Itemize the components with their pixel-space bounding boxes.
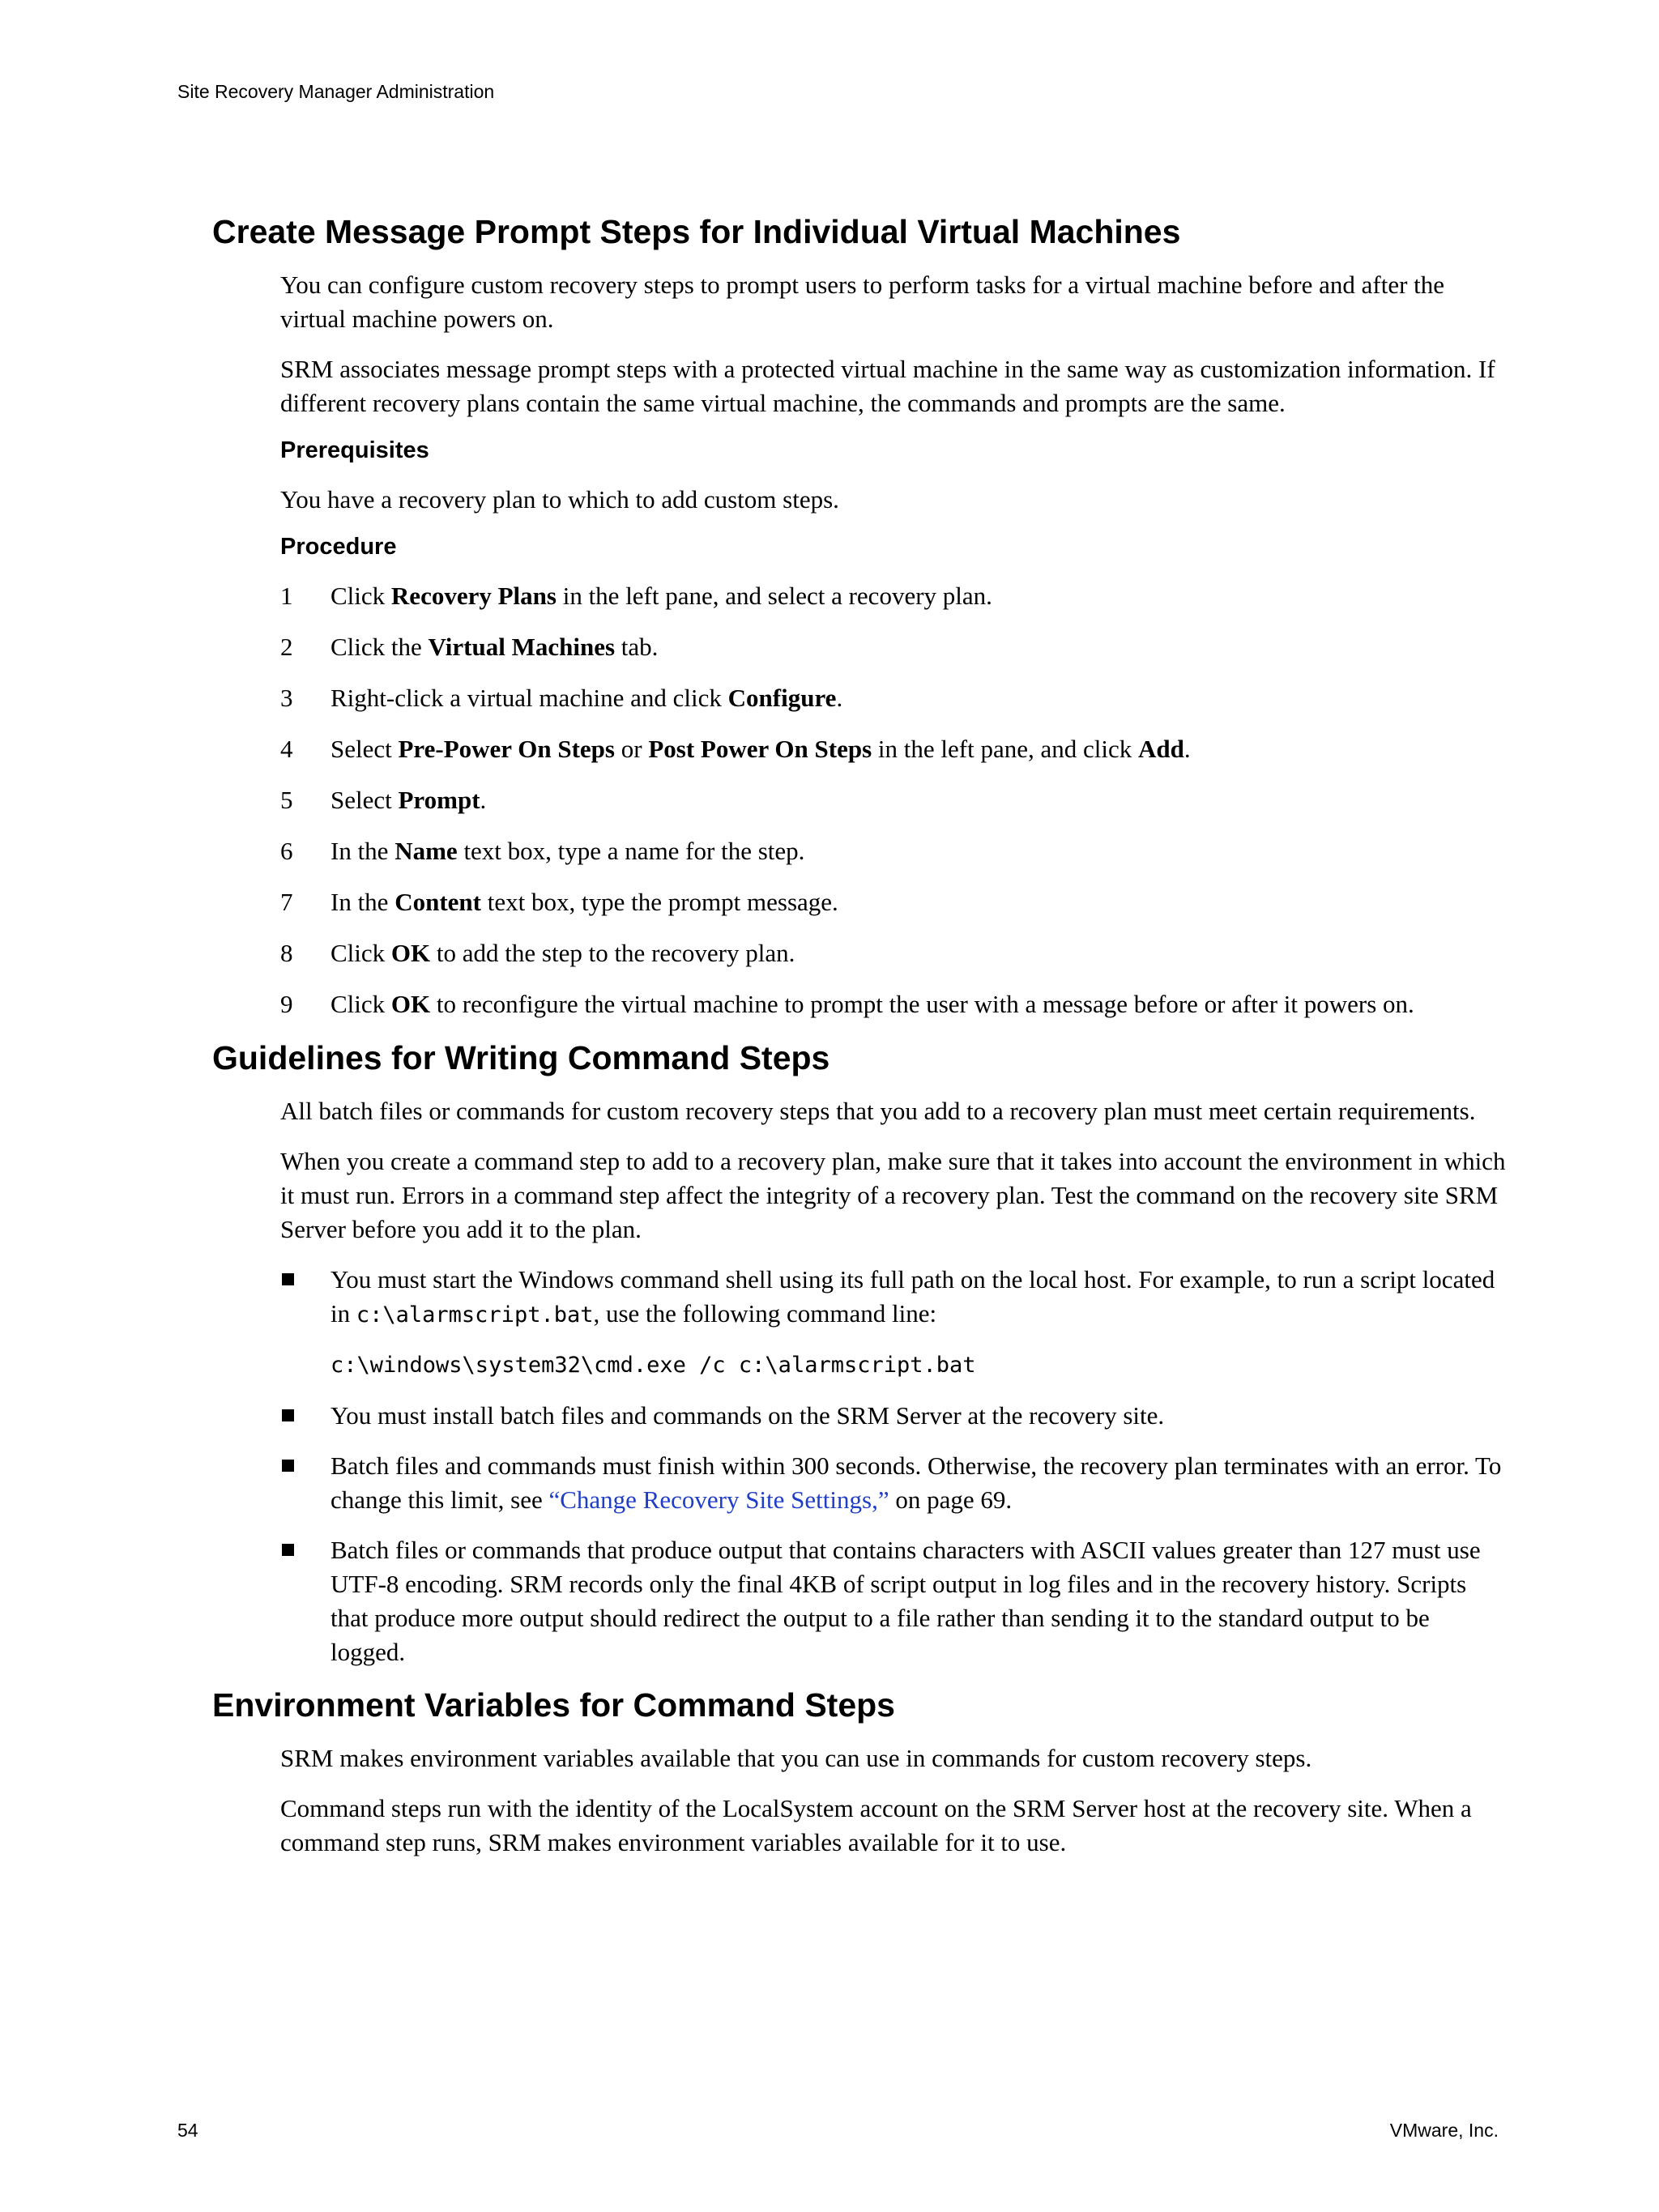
list-item [280, 1263, 1508, 1383]
paragraph: Command steps run with the identity of the LocalSystem account on the SRM Server host at the recovery site. When a command step runs, SRM makes environment variables available for it to use. [280, 1794, 1472, 1857]
step-text: Right-click a virtual machine and click [331, 683, 728, 712]
square-bullet-icon [282, 1273, 294, 1285]
procedure-step [280, 579, 1508, 613]
procedure-step [280, 732, 1508, 766]
step-number: 6 [280, 836, 293, 865]
step-number: 7 [280, 887, 293, 916]
step-text: . [1183, 734, 1191, 763]
step-text: in the left pane, and select a recovery plan. [556, 581, 992, 610]
step-text: Select [331, 734, 399, 763]
step-number: 1 [280, 581, 293, 610]
step-text: Select [331, 785, 399, 814]
ui-label: OK [390, 989, 431, 1018]
ui-label: Recovery Plans [390, 581, 557, 610]
procedure-step [280, 681, 1508, 715]
list-item [280, 1449, 1508, 1517]
step-number: 2 [280, 632, 293, 661]
page-number: 54 [177, 2120, 198, 2141]
step-text: text box, type the prompt message. [480, 887, 838, 916]
ui-label: Add [1137, 734, 1184, 763]
guidelines-list [280, 1263, 1508, 1669]
paragraph: All batch files or commands for custom recovery steps that you add to a recovery plan must meet certain requirements. [280, 1096, 1476, 1125]
paragraph: You can configure custom recovery steps to prompt users to perform tasks for a virtual machine before and after the virtual machine powers on. [280, 271, 1445, 334]
step-text: . [836, 683, 843, 712]
ui-label: OK [390, 938, 431, 967]
page-content [212, 212, 1508, 1876]
step-number: 8 [280, 938, 293, 967]
step-text: Click [331, 938, 391, 967]
square-bullet-icon [282, 1460, 294, 1472]
step-number: 9 [280, 989, 293, 1018]
step-number: 4 [280, 734, 293, 763]
list-item [280, 1533, 1508, 1669]
paragraph: SRM associates message prompt steps with a protected virtual machine in the same way as customization information. If different recovery plans contain the same virtual machine, the commands and prompts are the same. [280, 355, 1495, 418]
step-text: Click [331, 581, 391, 610]
square-bullet-icon [282, 1409, 294, 1421]
step-text: or [614, 734, 649, 763]
item-text: , use the following command line: [593, 1298, 937, 1328]
item-text: You must start the Windows command shell using its full path on the local host. For example, to run a script located in [331, 1264, 1495, 1328]
step-text: text box, type a name for the step. [457, 836, 805, 865]
section-title-message-prompt: Create Message Prompt Steps for Individual Virtual Machines [212, 213, 1181, 250]
item-text: on page 69. [889, 1485, 1013, 1514]
ui-label: Virtual Machines [428, 632, 616, 661]
item-text: Batch files or commands that produce output that contains characters with ASCII values greater than 127 must use UTF-8 encoding. SRM records only the final 4KB of script output in log files and in the recovery history. Scripts that produce more output should redirect the output to a file rather than sending it to the standard output to be logged. [331, 1535, 1481, 1666]
section-title-guidelines: Guidelines for Writing Command Steps [212, 1038, 830, 1076]
command-line-example: c:\windows\system32\cmd.exe /c c:\alarmscript.bat [331, 1352, 976, 1378]
step-number: 3 [280, 683, 293, 712]
procedure-step [280, 936, 1508, 970]
procedure-step [280, 987, 1508, 1021]
step-text: Click the [331, 632, 429, 661]
ui-label: Pre-Power On Steps [398, 734, 615, 763]
cross-reference-link[interactable]: “Change Recovery Site Settings,” [548, 1485, 889, 1514]
list-item [280, 1399, 1508, 1433]
ui-label: Content [394, 887, 481, 916]
paragraph: You have a recovery plan to which to add custom steps. [280, 484, 839, 514]
step-text: In the [331, 887, 395, 916]
step-text: to add the step to the recovery plan. [430, 938, 795, 967]
procedure-step [280, 834, 1508, 868]
section-title-environment-variables: Environment Variables for Command Steps [212, 1686, 895, 1724]
step-text: Click [331, 989, 391, 1018]
footer-company: VMware, Inc. [1389, 2120, 1499, 2141]
ui-label: Post Power On Steps [648, 734, 872, 763]
step-text: In the [331, 836, 395, 865]
ui-label: Configure [727, 683, 837, 712]
procedure-heading: Procedure [280, 533, 397, 560]
running-header: Site Recovery Manager Administration [177, 81, 495, 102]
procedure-steps [280, 579, 1508, 1021]
square-bullet-icon [282, 1544, 294, 1556]
paragraph: When you create a command step to add to a recovery plan, make sure that it takes into account the environment in which it must run. Errors in a command step affect the integrity of a recovery plan. Test the command on the recovery site SRM Server before you add it to the plan. [280, 1146, 1506, 1243]
item-text: Batch files and commands must finish within 300 seconds. Otherwise, the recovery plan terminates with an error. To change this limit, see [331, 1451, 1502, 1514]
step-text: in the left pane, and click [872, 734, 1138, 763]
procedure-step [280, 783, 1508, 817]
procedure-step [280, 630, 1508, 664]
step-text: . [480, 785, 487, 814]
inline-code: c:\alarmscript.bat [356, 1302, 594, 1328]
prerequisites-heading: Prerequisites [280, 437, 429, 464]
step-number: 5 [280, 785, 293, 814]
ui-label: Prompt [398, 785, 480, 814]
step-text: tab. [615, 632, 659, 661]
paragraph: SRM makes environment variables available that you can use in commands for custom recovery steps. [280, 1744, 1312, 1773]
item-text: You must install batch files and commands on the SRM Server at the recovery site. [331, 1400, 1165, 1430]
step-text: to reconfigure the virtual machine to prompt the user with a message before or after it powers on. [430, 989, 1414, 1018]
ui-label: Name [394, 836, 458, 865]
procedure-step [280, 885, 1508, 919]
